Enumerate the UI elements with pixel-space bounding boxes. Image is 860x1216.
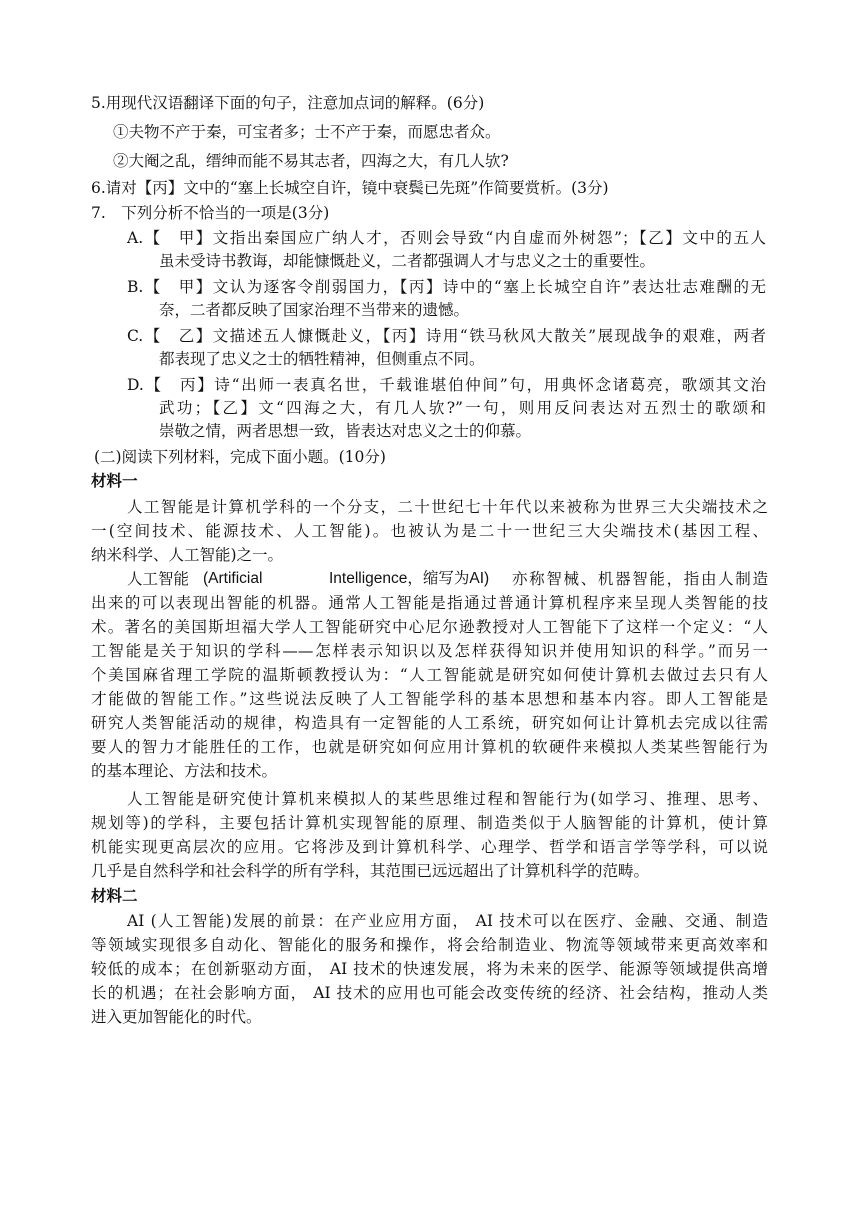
material-1-p2-line-4: 工智能是关于知识的学科——怎样表示知识以及怎样获得知识并使用知识的科学。”而另一 bbox=[91, 642, 768, 660]
question-6-title: 6.请对【丙】文中的“塞上长城空自许，镜中衰鬓已先斑”作简要赏析。(3分) bbox=[91, 179, 609, 197]
material-1-p2-line-3: 术。著名的美国斯坦福大学人工智能研究中心尼尔逊教授对人工智能下了这样一个定义：“人 bbox=[91, 618, 768, 636]
material-1-p2-line-8: 要人的智力才能胜任的工作，也就是研究如何应用计算机的软硬件来模拟人类某些智能行为 bbox=[91, 738, 768, 756]
question-5-title: 5.用现代汉语翻译下面的句子，注意加点词的解释。(6分) bbox=[91, 94, 485, 112]
question-5-sentence-2: ②大阉之乱，缙绅而能不易其志者，四海之大，有几人欤? bbox=[113, 152, 509, 170]
material-1-p3-line-4: 几乎是自然科学和社会科学的所有学科，其范围已远远超出了计算机科学的范畴。 bbox=[91, 862, 650, 880]
option-b-line-2: 奈，二者都反映了国家治理不当带来的遗憾。 bbox=[159, 301, 470, 319]
material-1-p2-line-1-b: (Artificial bbox=[203, 570, 263, 587]
material-2-p1-line-5: 进入更加智能化的时代。 bbox=[91, 1008, 262, 1026]
material-2-p1-line-1: AI (人工智能)发展的前景：在产业应用方面， AI 技术可以在医疗、金融、交通、制造 bbox=[127, 912, 768, 930]
question-7-title: 7. 下列分析不恰当的一项是(3分) bbox=[91, 204, 330, 222]
option-c-line-2: 都表现了忠义之士的牺牲精神，但侧重点不同。 bbox=[159, 350, 485, 368]
option-c-line-1: C.【 乙】文描述五人慷慨赴义，【丙】诗用“铁马秋风大散关”展现战争的艰难，两者 bbox=[127, 327, 766, 345]
material-1-p1-line-1: 人工智能是计算机学科的一个分支，二十世纪七十年代以来被称为世界三大尖端技术之 bbox=[127, 498, 768, 516]
option-d-line-3: 崇敬之情，两者思想一致，皆表达对忠义之士的仰慕。 bbox=[159, 422, 532, 440]
material-1-p2-line-1-d: 亦称智械、机器智能，指由人制造 bbox=[512, 570, 768, 588]
material-1-p3-line-2: 规划等)的学科，主要包括计算机实现智能的原理、制造类似于人脑智能的计算机，使计算 bbox=[91, 814, 768, 832]
material-2-p1-line-2: 等领域实现很多自动化、智能化的服务和操作，将会给制造业、物流等领域带来更高效率和 bbox=[91, 936, 768, 954]
material-1-heading: 材料一 bbox=[91, 472, 138, 490]
material-2-p1-line-3: 较低的成本；在创新驱动方面， AI 技术的快速发展，将为未来的医学、能源等领域提供高增 bbox=[91, 960, 768, 978]
option-d-line-2: 武功；【乙】文“四海之大，有几人欤?”一句，则用反问表达对五烈士的歌颂和 bbox=[159, 399, 766, 417]
material-1-p3-line-3: 机能实现更高层次的应用。它将涉及到计算机科学、心理学、哲学和语言学等学科，可以说 bbox=[91, 838, 768, 856]
material-1-p2-line-9: 的基本理论、方法和技术。 bbox=[91, 762, 278, 780]
option-a-line-2: 虽未受诗书教诲，却能慷慨赴义，二者都强调人才与忠义之士的重要性。 bbox=[159, 252, 656, 270]
material-1-p2-line-2: 出来的可以表现出智能的机器。通常人工智能是指通过普通计算机程序来呈现人类智能的技 bbox=[91, 594, 768, 612]
option-a-line-1: A.【 甲】文指出秦国应广纳人才，否则会导致“内自虚而外树怨”；【乙】文中的五人 bbox=[127, 229, 766, 247]
material-1-p2-line-6: 才能做的智能工作。”这些说法反映了人工智能学科的基本思想和基本内容。即人工智能是 bbox=[91, 690, 768, 708]
option-b-line-1: B.【 甲】文认为逐客令削弱国力，【丙】诗中的“塞上长城空自许”表达壮志难酬的无 bbox=[127, 278, 766, 296]
material-1-p1-line-2: 一(空间技术、能源技术、人工智能)。也被认为是二十一世纪三大尖端技术(基因工程、 bbox=[91, 522, 768, 540]
material-1-p2-line-1-c: Intelligence，缩写为AI) bbox=[329, 570, 490, 587]
option-d-line-1: D.【 丙】诗“出师一表真名世，千载谁堪伯仲间”句，用典怀念诸葛亮，歌颂其文治 bbox=[127, 376, 766, 394]
material-1-p1-line-3: 纳米科学、人工智能)之一。 bbox=[91, 546, 284, 564]
material-1-p2-line-5: 个美国麻省理工学院的温斯顿教授认为：“人工智能就是研究如何使计算机去做过去只有人 bbox=[91, 666, 768, 684]
section-2-title: (二)阅读下列材料，完成下面小题。(10分) bbox=[94, 448, 386, 466]
material-1-p3-line-1: 人工智能是研究使计算机来模拟人的某些思维过程和智能行为(如学习、推理、思考、 bbox=[127, 790, 768, 808]
question-5-sentence-1: ①夫物不产于秦，可宝者多；士不产于秦，而愿忠者众。 bbox=[113, 123, 501, 141]
material-2-heading: 材料二 bbox=[91, 887, 138, 905]
material-2-p1-line-4: 长的机遇；在社会影响方面， AI 技术的应用也可能会改变传统的经济、社会结构，推动人类 bbox=[91, 984, 768, 1002]
material-1-p2-line-1-a: 人工智能 bbox=[127, 570, 190, 588]
material-1-p2-line-7: 研究人类智能活动的规律，构造具有一定智能的人工系统，研究如何让计算机去完成以往需 bbox=[91, 714, 768, 732]
